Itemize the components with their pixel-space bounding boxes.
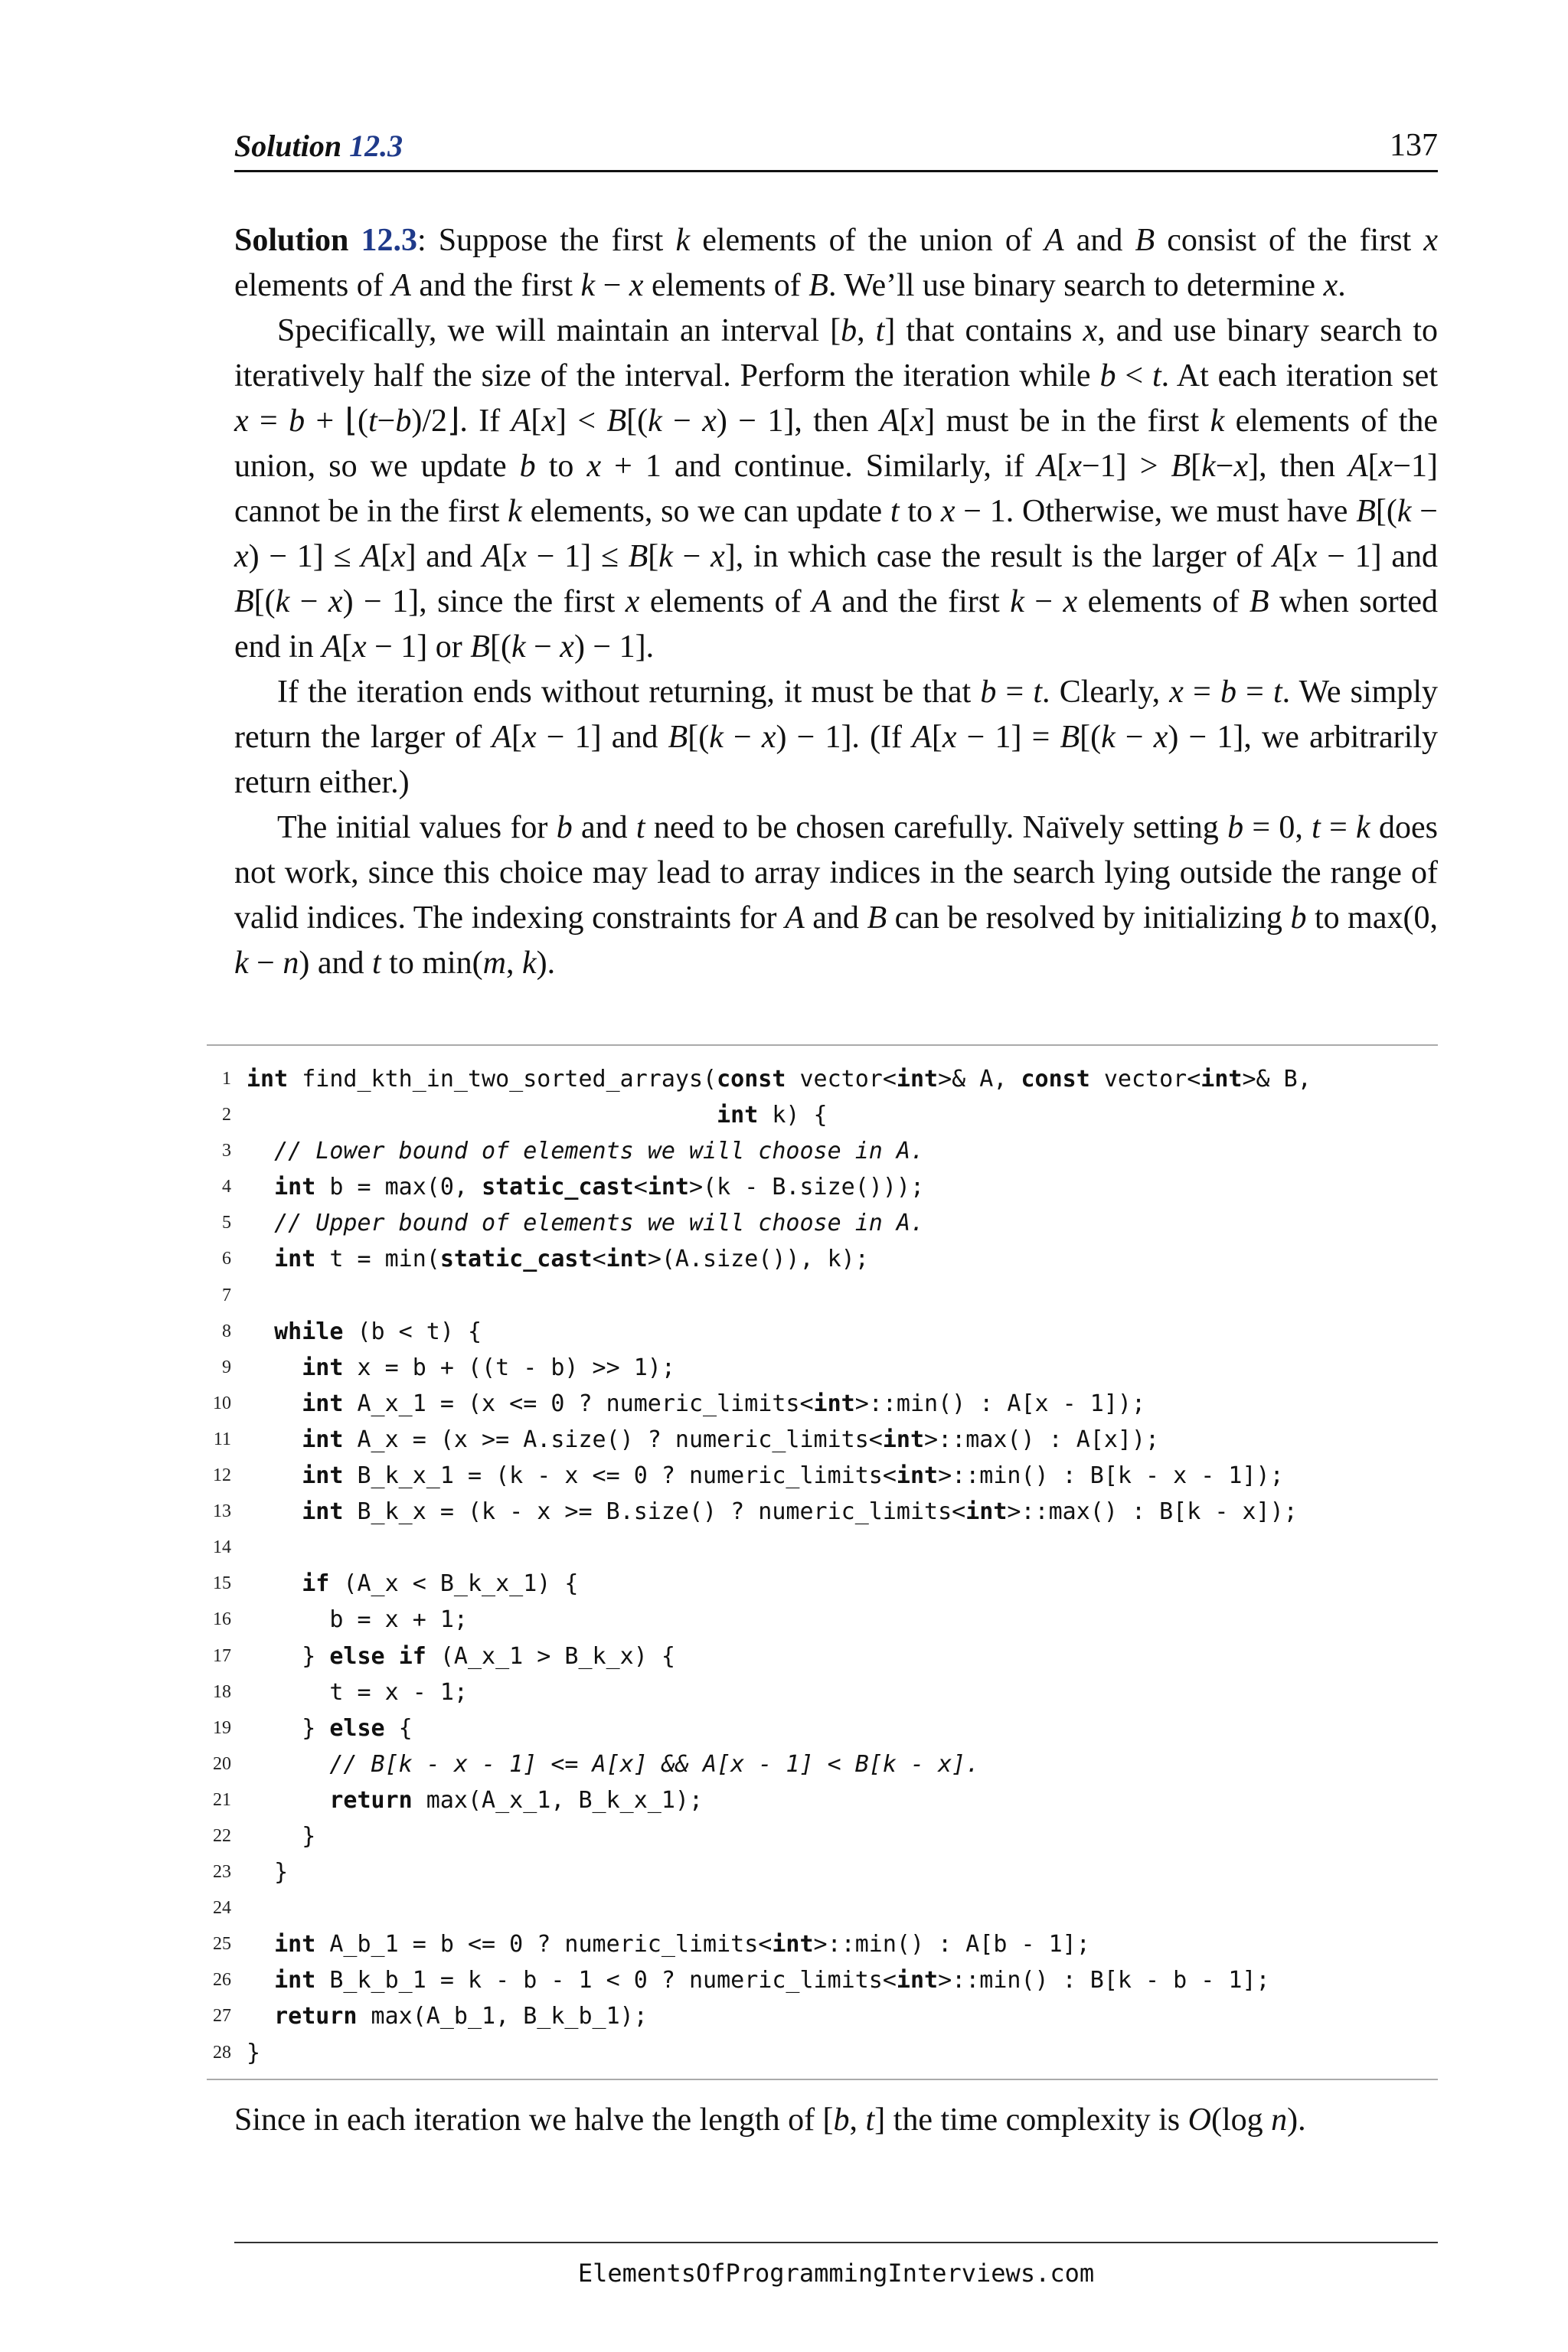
line-number: 12 bbox=[213, 1465, 231, 1486]
code-text bbox=[247, 1097, 828, 1133]
line-number: 24 bbox=[213, 1898, 231, 1919]
code-text bbox=[247, 2035, 260, 2071]
code-token bbox=[247, 1570, 302, 1597]
code-line bbox=[207, 1674, 1438, 1710]
line-number: 19 bbox=[213, 1717, 231, 1738]
code-token: (A_x < B_k_x_1) { bbox=[329, 1570, 579, 1598]
code-keyword: if bbox=[302, 1570, 330, 1598]
line-number: 25 bbox=[213, 1934, 231, 1955]
code-keyword: int bbox=[772, 1931, 814, 1958]
code-token: max(A_b_1, B_k_b_1); bbox=[357, 2003, 648, 2030]
paragraph-4: The initial values for b and t need to be chosen carefully. Naïvely setting b = 0, t = k does not work, since this choice may lead to array indices in the search lying outside the range of valid indices. The indexing constraints for A and B can be resolved by initializing b to max(0, k − n) and t to min(m, k). bbox=[234, 810, 1438, 981]
running-header bbox=[234, 122, 1438, 172]
code-token: t = x - 1; bbox=[247, 1678, 468, 1706]
code-token: >::max() : A[x]); bbox=[924, 1426, 1160, 1453]
code-line bbox=[207, 1386, 1438, 1422]
code-keyword: int bbox=[717, 1102, 759, 1129]
code-line bbox=[207, 1530, 1438, 1566]
line-number: 17 bbox=[213, 1645, 231, 1666]
code-keyword: return bbox=[329, 1786, 413, 1814]
line-number: 22 bbox=[213, 1825, 231, 1846]
code-text bbox=[247, 1241, 869, 1277]
code-token: } bbox=[247, 1714, 330, 1742]
code-line bbox=[207, 1746, 1438, 1782]
code-token: >& B, bbox=[1242, 1066, 1312, 1093]
line-number: 5 bbox=[222, 1213, 231, 1233]
solution-ref-link[interactable]: 12.3 bbox=[361, 223, 418, 258]
line-number: 23 bbox=[213, 1862, 231, 1883]
paragraph-2: Specifically, we will maintain an interval [b, t] that contains x, and use binary search to iteratively half the size of the interval. Perform the iteration while b < t. At each iteration set x = b + ⌊(t−b)/2⌋. If A[x] < B[(k − x) − 1], then A[x] must be in the first k elements of the union, so we update b to x + 1 and continue. Similarly, if A[x−1] > B[k−x], then A[x−1] cannot be in the first k elements, so we can update t to x − 1. Otherwise, we must have B[(k − x) − 1] ≤ A[x] and A[x − 1] ≤ B[k − x], in which case the result is the larger of A[x − 1] and B[(k − x) − 1], since the first x elements of A and the first k − x elements of B when sorted end in A[x − 1] or B[(k − x) − 1]. bbox=[234, 313, 1439, 665]
code-token bbox=[385, 1643, 399, 1670]
code-token: A_x = (x >= A.size() ? numeric_limits< bbox=[343, 1426, 883, 1453]
code-keyword: int bbox=[274, 1967, 316, 1994]
code-keyword: int bbox=[274, 1174, 316, 1201]
line-number: 27 bbox=[213, 2006, 231, 2027]
code-text bbox=[247, 1998, 648, 2034]
page-number: 137 bbox=[1390, 128, 1438, 163]
code-token: (b < t) { bbox=[343, 1318, 482, 1345]
code-keyword: int bbox=[1200, 1066, 1243, 1093]
line-number: 11 bbox=[213, 1429, 231, 1449]
code-token: >& A, bbox=[938, 1066, 1021, 1093]
line-number: 2 bbox=[222, 1105, 231, 1125]
code-line bbox=[207, 1314, 1438, 1350]
code-token: B_k_x_1 = (k - x <= 0 ? numeric_limits< bbox=[343, 1462, 897, 1490]
code-text bbox=[247, 1962, 1270, 1998]
code-keyword: int bbox=[274, 1246, 316, 1273]
code-token: >::min() : A[x - 1]); bbox=[854, 1390, 1146, 1417]
code-text bbox=[247, 1494, 1298, 1530]
code-text bbox=[247, 1458, 1284, 1494]
code-token: B_k_x = (k - x >= B.size() ? numeric_limits< bbox=[343, 1498, 966, 1526]
code-text bbox=[247, 1782, 703, 1818]
code-keyword: int bbox=[647, 1174, 689, 1201]
code-keyword: int bbox=[896, 1066, 939, 1093]
code-token: max(A_x_1, B_k_x_1); bbox=[412, 1786, 704, 1814]
code-text bbox=[247, 1638, 675, 1674]
code-keyword: static_cast bbox=[482, 1174, 634, 1201]
code-keyword: const bbox=[1021, 1066, 1090, 1093]
code-keyword: int bbox=[965, 1498, 1008, 1526]
line-number: 8 bbox=[222, 1321, 231, 1341]
code-line bbox=[207, 1241, 1438, 1277]
code-token bbox=[247, 1426, 302, 1453]
complexity-sentence: Since in each iteration we halve the length of [b, t] the time complexity is O(log n). bbox=[234, 2102, 1306, 2138]
code-token: } bbox=[247, 1859, 289, 1886]
code-keyword: while bbox=[274, 1318, 344, 1345]
code-token: } bbox=[247, 2039, 261, 2066]
code-line bbox=[207, 1350, 1438, 1386]
solution-text bbox=[234, 218, 1438, 986]
code-token bbox=[247, 1751, 329, 1778]
code-keyword: int bbox=[813, 1390, 855, 1417]
code-token bbox=[247, 1390, 302, 1417]
code-line bbox=[207, 1169, 1438, 1205]
code-text bbox=[247, 1133, 924, 1169]
code-token bbox=[247, 1138, 274, 1165]
line-number: 21 bbox=[213, 1789, 231, 1810]
code-keyword: const bbox=[717, 1066, 786, 1093]
code-token: k) { bbox=[758, 1102, 828, 1129]
footer-site-link[interactable]: ElementsOfProgrammingInterviews.com bbox=[577, 2259, 1095, 2288]
code-token bbox=[247, 1102, 717, 1129]
code-line bbox=[207, 1458, 1438, 1494]
code-text bbox=[247, 1169, 924, 1205]
code-line bbox=[207, 1998, 1438, 2034]
paragraph-1: Solution 12.3: Suppose the first k elements of the union of A and B consist of the first x elements of A and the first k − x elements of B. We’ll use binary search to determine x. bbox=[234, 223, 1438, 303]
code-keyword: int bbox=[606, 1246, 648, 1273]
line-number: 10 bbox=[213, 1393, 231, 1413]
code-line bbox=[207, 1566, 1438, 1602]
code-line bbox=[207, 1710, 1438, 1746]
code-comment: // Lower bound of elements we will choose in A. bbox=[274, 1138, 925, 1165]
code-token: } bbox=[247, 1822, 316, 1850]
code-text bbox=[247, 1746, 979, 1782]
line-number: 7 bbox=[222, 1285, 231, 1305]
code-token: A_b_1 = b <= 0 ? numeric_limits< bbox=[315, 1931, 773, 1958]
code-text bbox=[247, 1386, 1145, 1422]
code-keyword: int bbox=[302, 1462, 344, 1490]
code-keyword: static_cast bbox=[439, 1246, 593, 1273]
code-token: >::min() : B[k - b - 1]; bbox=[938, 1967, 1270, 1994]
code-token bbox=[247, 1246, 274, 1272]
code-line bbox=[207, 1278, 1438, 1314]
code-keyword: int bbox=[302, 1426, 344, 1453]
code-line bbox=[207, 1061, 1438, 1097]
code-line bbox=[207, 1782, 1438, 1818]
code-token: find_kth_in_two_sorted_arrays( bbox=[288, 1066, 717, 1093]
code-token: >(A.size()), k); bbox=[647, 1246, 869, 1273]
code-line bbox=[207, 1926, 1438, 1962]
solution-label: Solution bbox=[234, 223, 349, 258]
code-token: >(k - B.size())); bbox=[689, 1174, 925, 1201]
code-token: >::min() : B[k - x - 1]); bbox=[938, 1462, 1284, 1490]
code-keyword: if bbox=[398, 1642, 426, 1670]
code-line bbox=[207, 1890, 1438, 1926]
code-text bbox=[247, 1314, 482, 1350]
code-line bbox=[207, 1854, 1438, 1890]
code-keyword: int bbox=[896, 1462, 939, 1490]
code-token bbox=[247, 1318, 274, 1345]
code-token: { bbox=[384, 1714, 413, 1742]
line-number: 28 bbox=[213, 2042, 231, 2063]
code-text bbox=[247, 1350, 675, 1386]
code-text bbox=[247, 1854, 288, 1890]
line-number: 6 bbox=[222, 1249, 231, 1269]
code-text bbox=[247, 1061, 1312, 1097]
code-token: A_x_1 = (x <= 0 ? numeric_limits< bbox=[343, 1390, 814, 1417]
code-token bbox=[247, 1210, 274, 1236]
code-line bbox=[207, 2035, 1438, 2071]
code-comment: // B[k - x - 1] <= A[x] && A[x - 1] < B[k - x]. bbox=[329, 1750, 980, 1778]
code-token bbox=[247, 1967, 274, 1994]
paragraph-3: If the iteration ends without returning, it must be that b = t. Clearly, x = b = t. We simply return the larger of A[x − 1] and B[(k − x) − 1]. (If A[x − 1] = B[(k − x) − 1], we arbitrarily return either.) bbox=[234, 675, 1439, 800]
code-line bbox=[207, 1494, 1438, 1530]
code-token: >::min() : A[b - 1]; bbox=[813, 1931, 1090, 1958]
code-keyword: return bbox=[274, 2003, 358, 2030]
header-section-label: Solution bbox=[234, 129, 342, 163]
code-line bbox=[207, 1097, 1438, 1133]
code-token bbox=[247, 1931, 274, 1958]
code-keyword: int bbox=[302, 1390, 344, 1417]
line-number: 16 bbox=[213, 1609, 231, 1630]
code-token bbox=[247, 1787, 329, 1814]
code-keyword: int bbox=[302, 1498, 344, 1526]
code-token bbox=[247, 1462, 302, 1489]
code-token: t = min( bbox=[315, 1246, 440, 1273]
line-number: 14 bbox=[213, 1537, 231, 1558]
code-line bbox=[207, 1818, 1438, 1854]
code-token: b = x + 1; bbox=[247, 1606, 468, 1634]
code-line bbox=[207, 1205, 1438, 1241]
header-section-ref-link[interactable]: 12.3 bbox=[349, 129, 403, 163]
line-number: 18 bbox=[213, 1681, 231, 1702]
code-comment: // Upper bound of elements we will choose in A. bbox=[274, 1210, 925, 1237]
code-token: } bbox=[247, 1642, 330, 1670]
code-keyword: else bbox=[329, 1714, 385, 1742]
line-number: 9 bbox=[222, 1357, 231, 1377]
code-line bbox=[207, 1638, 1438, 1674]
code-token: x = b + ((t - b) >> 1); bbox=[343, 1354, 675, 1381]
line-number: 4 bbox=[222, 1177, 231, 1197]
line-number: 26 bbox=[213, 1970, 231, 1991]
code-token: < bbox=[633, 1174, 648, 1201]
code-token: B_k_b_1 = k - b - 1 < 0 ? numeric_limits< bbox=[315, 1967, 897, 1994]
code-text bbox=[247, 1710, 413, 1746]
code-keyword: int bbox=[302, 1354, 344, 1381]
code-keyword: int bbox=[896, 1967, 939, 1994]
code-token: b = max(0, bbox=[315, 1174, 482, 1201]
code-token bbox=[247, 1174, 274, 1200]
code-token: < bbox=[592, 1246, 606, 1273]
code-token: (A_x_1 > B_k_x) { bbox=[426, 1642, 675, 1670]
header-section-title bbox=[234, 128, 403, 164]
code-line bbox=[207, 1422, 1438, 1458]
code-text bbox=[247, 1566, 578, 1602]
code-token bbox=[247, 1354, 302, 1381]
code-line bbox=[207, 1602, 1438, 1638]
code-text bbox=[247, 1818, 315, 1854]
code-text bbox=[247, 1205, 924, 1241]
code-keyword: int bbox=[247, 1066, 289, 1093]
code-token: vector< bbox=[786, 1066, 897, 1093]
line-number: 1 bbox=[222, 1069, 231, 1089]
code-token: vector< bbox=[1089, 1066, 1201, 1093]
code-text bbox=[247, 1674, 468, 1710]
code-keyword: int bbox=[274, 1931, 316, 1958]
page-footer bbox=[234, 2242, 1438, 2288]
line-number: 3 bbox=[222, 1141, 231, 1161]
code-token bbox=[247, 1498, 302, 1525]
line-number: 20 bbox=[213, 1753, 231, 1774]
code-line bbox=[207, 1962, 1438, 1998]
code-text bbox=[247, 1602, 468, 1638]
code-listing bbox=[207, 1044, 1438, 2080]
code-token: >::max() : B[k - x]); bbox=[1007, 1498, 1298, 1526]
code-text bbox=[247, 1926, 1090, 1962]
code-keyword: else bbox=[329, 1642, 385, 1670]
code-token bbox=[247, 2003, 274, 2030]
line-number: 15 bbox=[213, 1573, 231, 1594]
code-text bbox=[247, 1422, 1159, 1458]
code-line bbox=[207, 1133, 1438, 1169]
line-number: 13 bbox=[213, 1501, 231, 1522]
code-keyword: int bbox=[882, 1426, 925, 1453]
